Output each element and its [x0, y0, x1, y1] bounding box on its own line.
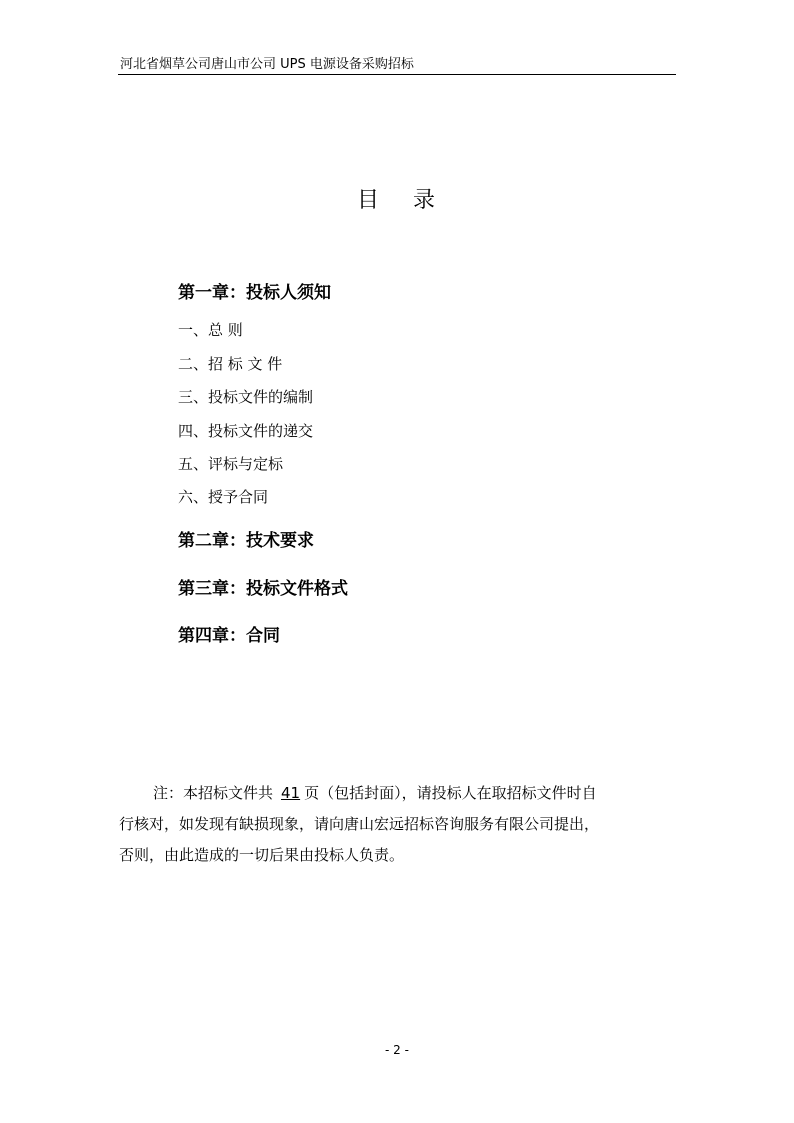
document-note — [119, 778, 679, 871]
toc-chapter-3: 第三章：投标文件格式 — [178, 579, 348, 599]
toc-section-2: 二、招 标 文 件 — [178, 355, 283, 373]
toc-section-6: 六、授予合同 — [178, 488, 269, 506]
note-text-end: 页（包括封面），请投标人在取招标文件时自 — [304, 784, 597, 802]
toc-chapter-1: 第一章：投标人须知 — [178, 283, 331, 303]
running-header: 河北省烟草公司唐山市公司 UPS 电源设备采购招标 — [120, 57, 414, 72]
header-divider — [118, 74, 676, 75]
toc-section-3: 三、投标文件的编制 — [178, 388, 314, 406]
page-count: 41 — [281, 784, 301, 802]
note-line-2: 行核对，如发现有缺损现象，请向唐山宏远招标咨询服务有限公司提出， — [119, 815, 600, 833]
toc-chapter-2: 第二章：技术要求 — [178, 531, 314, 551]
note-text-start: 注：本招标文件共 — [153, 784, 274, 802]
page-number: - 2 - — [385, 1043, 409, 1057]
toc-section-4: 四、投标文件的递交 — [178, 422, 314, 440]
toc-section-1: 一、总 则 — [178, 321, 243, 339]
toc-section-5: 五、评标与定标 — [178, 455, 284, 473]
note-line-3: 否则，由此造成的一切后果由投标人负责。 — [119, 846, 405, 864]
toc-title: 目录 — [357, 188, 470, 213]
note-line-1 — [119, 778, 679, 809]
toc-chapter-4: 第四章：合同 — [178, 626, 280, 646]
